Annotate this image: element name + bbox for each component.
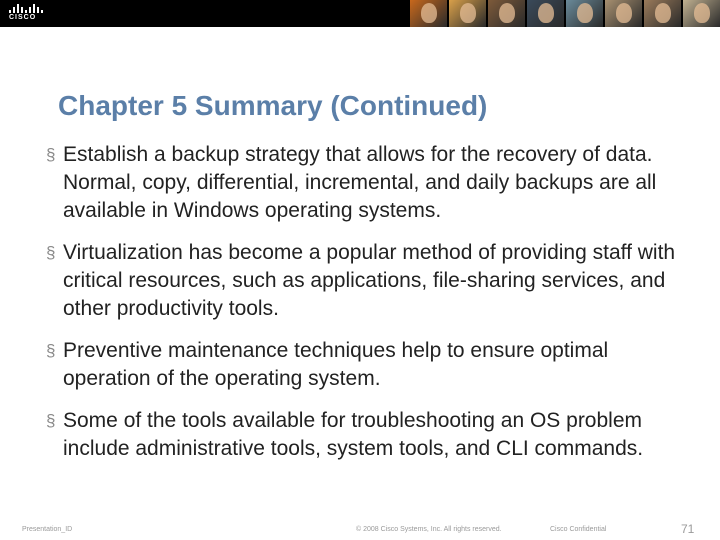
logo-text: CISCO bbox=[9, 14, 37, 21]
footer-copyright: © 2008 Cisco Systems, Inc. All rights reserved. bbox=[356, 526, 502, 533]
photo-tile bbox=[566, 0, 603, 27]
square-bullet-icon: § bbox=[46, 145, 56, 164]
bullet-item bbox=[44, 337, 684, 393]
photo-tile bbox=[449, 0, 486, 27]
cisco-bars-icon bbox=[9, 4, 43, 13]
bullet-list bbox=[44, 141, 684, 477]
bullet-text: Preventive maintenance techniques help to ensure optimal operation of the operating system. bbox=[63, 339, 609, 390]
photo-tile bbox=[605, 0, 642, 27]
footer-confidential: Cisco Confidential bbox=[550, 526, 607, 533]
square-bullet-icon: § bbox=[46, 411, 56, 430]
bullet-item bbox=[44, 239, 684, 323]
photo-tile bbox=[410, 0, 447, 27]
photo-tile bbox=[488, 0, 525, 27]
top-banner bbox=[0, 0, 720, 27]
square-bullet-icon: § bbox=[46, 341, 56, 360]
photo-strip bbox=[410, 0, 720, 27]
photo-tile bbox=[683, 0, 720, 27]
slide-title: Chapter 5 Summary (Continued) bbox=[58, 90, 488, 121]
page-number: 71 bbox=[681, 522, 695, 536]
bullet-item bbox=[44, 141, 684, 225]
photo-tile bbox=[644, 0, 681, 27]
bullet-text: Establish a backup strategy that allows for the recovery of data. Normal, copy, differential, incremental, and daily backups are all available in Windows operating systems. bbox=[63, 143, 657, 222]
bullet-text: Virtualization has become a popular method of providing staff with critical resources, such as applications, file-sharing services, and other productivity tools. bbox=[63, 241, 676, 320]
photo-tile bbox=[527, 0, 564, 27]
bullet-item bbox=[44, 407, 684, 463]
square-bullet-icon: § bbox=[46, 243, 56, 262]
cisco-logo bbox=[9, 4, 43, 24]
bullet-text: Some of the tools available for troubleshooting an OS problem include administrative tools, system tools, and CLI commands. bbox=[63, 409, 644, 460]
footer-presentation-id: Presentation_ID bbox=[22, 526, 73, 533]
